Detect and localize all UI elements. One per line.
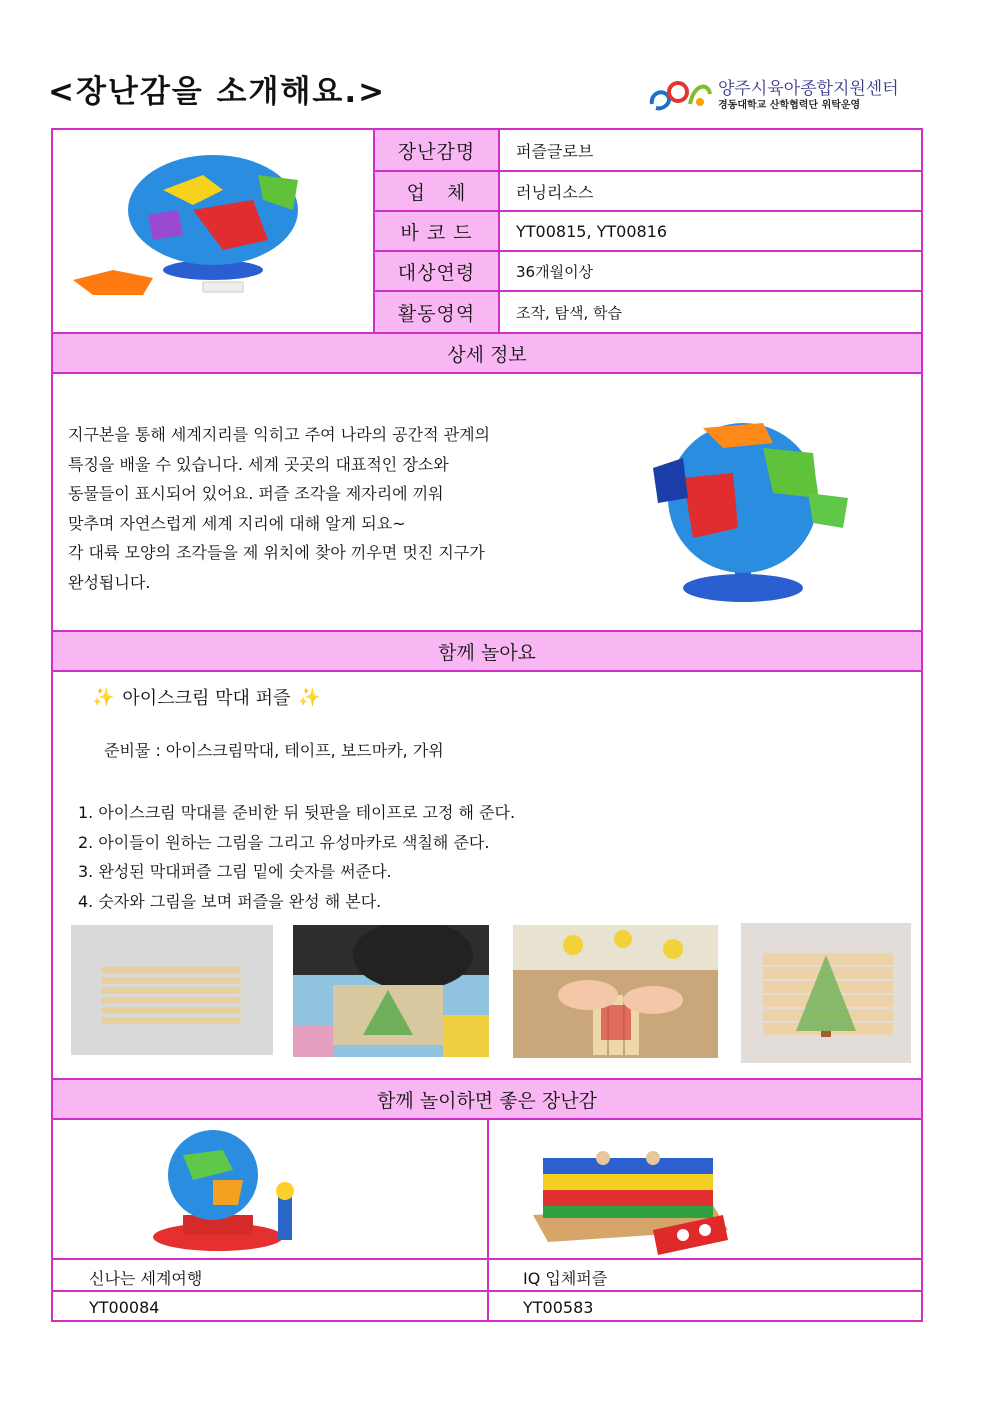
org-subtitle: 경동대학교 산학협력단 위탁운영 (718, 100, 861, 111)
related-name-2: IQ 입체퍼즐 (523, 1269, 608, 1288)
step-item: 4. 숫자와 그림을 보며 퍼즐을 완성 해 본다. (78, 891, 382, 911)
detail-line: 각 대륙 모양의 조각들을 제 위치에 찾아 끼우면 멋진 지구가 (68, 543, 485, 562)
org-logo (648, 74, 918, 114)
detail-line: 맞추며 자연스럽게 세계 지리에 대해 알게 되요~ (68, 513, 406, 533)
detail-line: 완성됩니다. (68, 572, 151, 592)
detail-line: 동물들이 표시되어 있어요. 퍼즐 조각을 제자리에 끼워 (68, 484, 444, 503)
value-barcode: YT00815, YT00816 (516, 221, 668, 241)
activity-photo-finished (741, 923, 911, 1063)
logo-mark-icon (648, 74, 714, 114)
value-company: 러닝리소스 (516, 182, 594, 202)
label-company: 업 체 (375, 172, 498, 210)
step-item: 2. 아이들이 원하는 그림을 그리고 유성마카로 색칠해 준다. (78, 832, 490, 852)
sparkle-icon: ✨ (298, 686, 321, 708)
step-item: 3. 완성된 막대퍼즐 그림 밑에 숫자를 써준다. (78, 862, 392, 881)
materials: 준비물 : 아이스크림막대, 테이프, 보드마카, 가위 (104, 741, 444, 760)
value-area: 조작, 탐색, 학습 (516, 303, 623, 322)
label-name: 장난감명 (375, 130, 498, 170)
related-photo-2 (533, 1130, 733, 1260)
related-code-1: YT00084 (89, 1298, 160, 1317)
activity-photo-drawing (293, 925, 489, 1057)
product-photo (53, 130, 373, 332)
related-name-1: 신나는 세계여행 (89, 1269, 203, 1288)
content-table (51, 128, 923, 1322)
related-heading: 함께 놀이하면 좋은 장난감 (53, 1080, 921, 1118)
label-area: 활동영역 (375, 292, 498, 332)
play-heading: 함께 놀아요 (53, 632, 921, 670)
detail-heading: 상세 정보 (53, 334, 921, 372)
step-item: 1. 아이스크림 막대를 준비한 뒤 뒷판을 테이프로 고정 해 준다. (78, 803, 516, 822)
activity-title-row (92, 684, 321, 710)
detail-description (68, 420, 598, 597)
detail-line: 특징을 배울 수 있습니다. 세계 곳곳의 대표적인 장소와 (68, 454, 449, 474)
label-barcode: 바 코 드 (375, 212, 498, 250)
page-title: <장난감을 소개해요.> (48, 74, 387, 110)
activity-photo-hands (513, 925, 718, 1058)
org-name: 양주시육아종합지원센터 (718, 79, 899, 99)
value-age: 36개월이상 (516, 262, 594, 281)
label-age: 대상연령 (375, 252, 498, 290)
activity-title: 아이스크림 막대 퍼즐 (122, 688, 291, 709)
related-code-2: YT00583 (523, 1298, 594, 1317)
activity-photo-sticks (71, 925, 273, 1055)
detail-line: 지구본을 통해 세계지리를 익히고 주여 나라의 공간적 관계의 (68, 425, 491, 444)
value-name: 퍼즐글로브 (516, 141, 594, 161)
related-photo-1 (143, 1125, 313, 1255)
detail-photo (613, 398, 873, 608)
sparkle-icon: ✨ (92, 686, 115, 708)
activity-steps (78, 798, 515, 916)
